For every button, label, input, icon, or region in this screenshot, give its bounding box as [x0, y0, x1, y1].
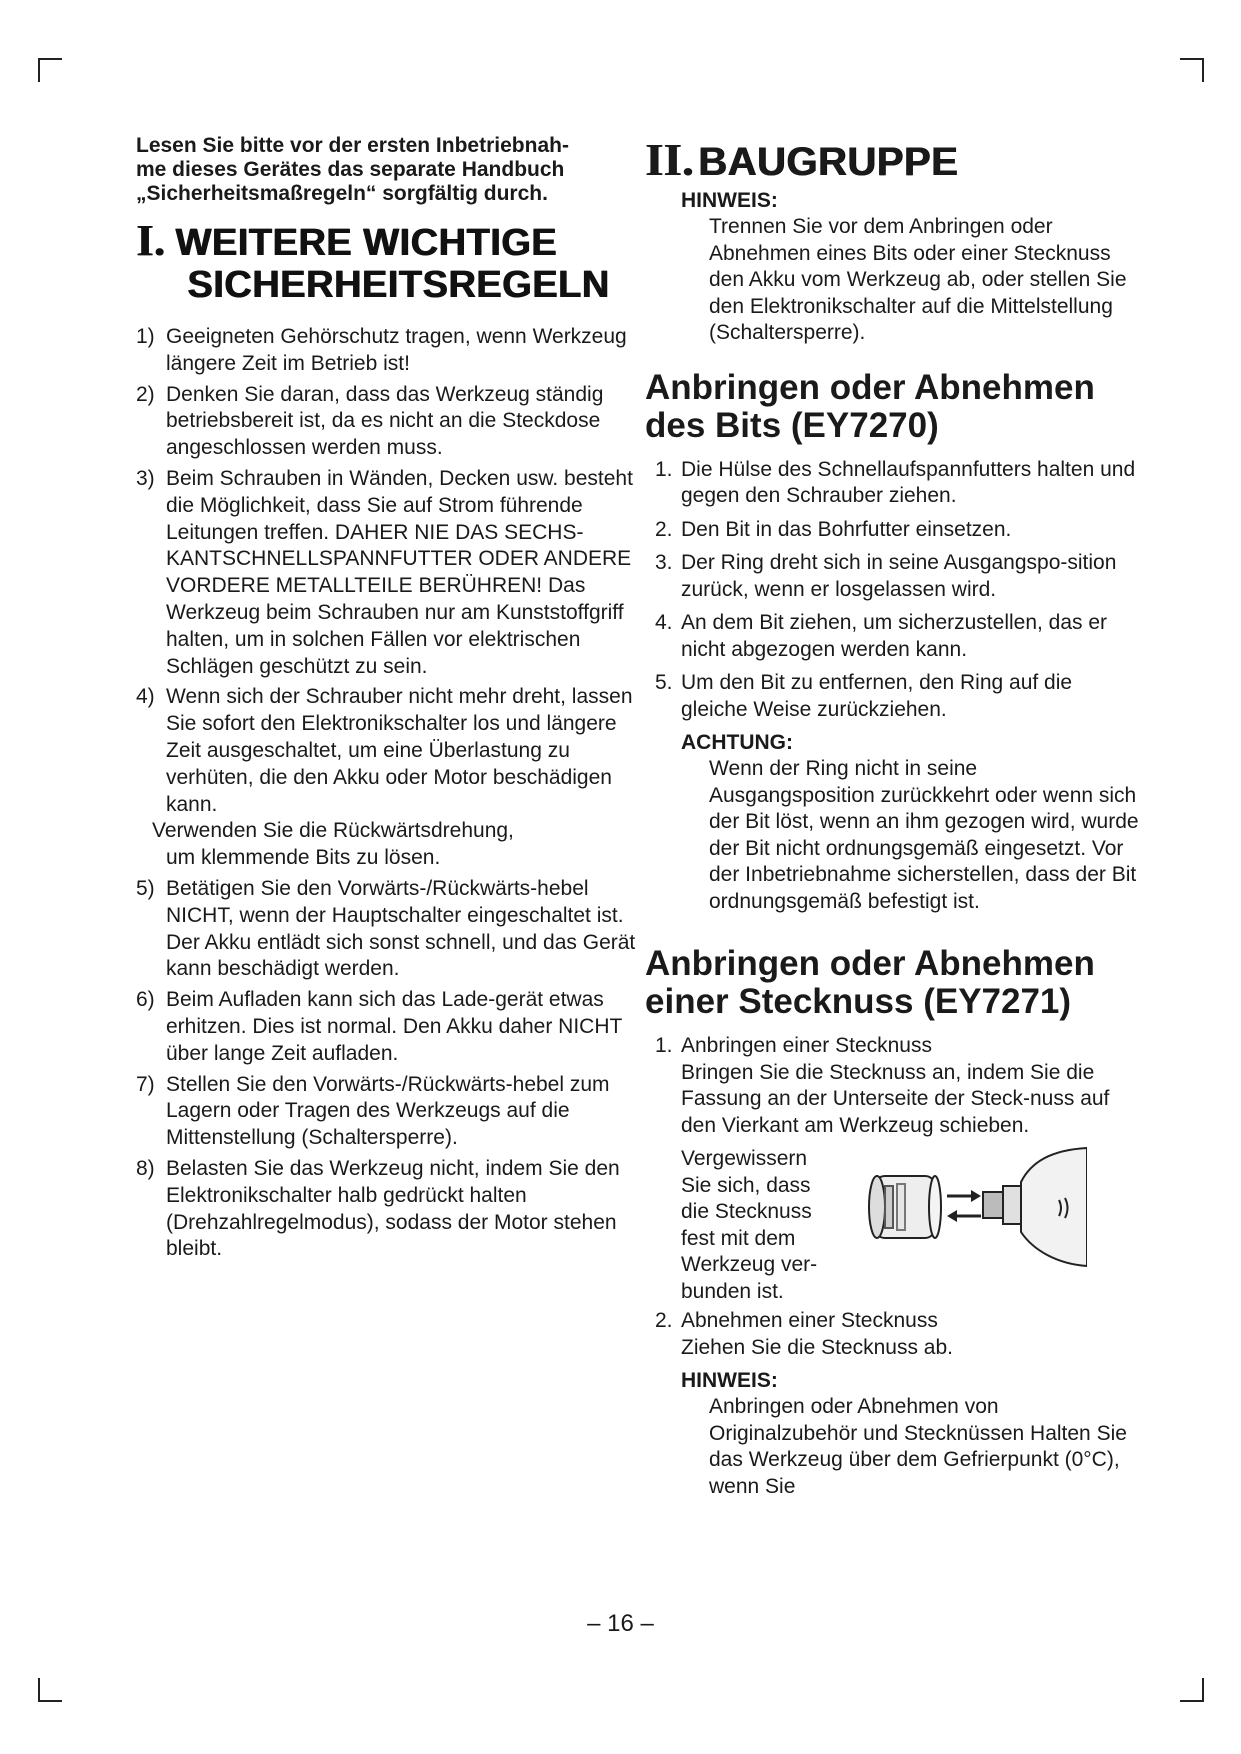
socket-heading — [645, 945, 1140, 1021]
intro-line: me dieses Gerätes das separate Handbuch — [136, 158, 565, 181]
list-item — [655, 517, 1140, 544]
list-item — [655, 550, 1140, 603]
step-text: Ziehen Sie die Stecknuss ab. — [681, 1335, 953, 1359]
list-item — [136, 684, 656, 872]
bits-heading-line1: Anbringen oder Abnehmen — [645, 367, 1095, 407]
item-number: 8) — [136, 1156, 155, 1180]
list-item — [655, 670, 1140, 723]
step-text: Die Hülse des Schnellaufspannfutters halten und gegen den Schrauber ziehen. — [681, 457, 1136, 507]
list-item — [136, 324, 656, 378]
intro-notice — [136, 134, 656, 206]
socket-steps-2 — [645, 1308, 1140, 1361]
achtung-text: Wenn der Ring nicht in seine Ausgangsposition zurückkehrt oder wenn sich der Bit löst, wenn an ihm gezogen wird, wurde der Bit nicht ordnungsgemäß eingesetzt. Vor der Inbetriebnahme sicherstellen, dass der Bit ordnungsgemäß befestigt ist. — [709, 757, 1139, 913]
list-item — [136, 382, 656, 462]
bits-steps — [645, 457, 1140, 724]
socket-attach-illustration — [861, 1142, 1087, 1282]
hinweis-label: HINWEIS: — [681, 189, 778, 212]
section-1-title-line2: SICHERHEITSREGELN — [187, 264, 610, 306]
bits-heading — [645, 369, 1140, 445]
socket-figure-row — [645, 1146, 1140, 1303]
achtung-label: ACHTUNG: — [681, 731, 793, 754]
step-number: 1. — [655, 457, 673, 481]
item-number: 5) — [136, 876, 155, 900]
item-text: Betätigen Sie den Vorwärts-/Rückwärts-hebel NICHT, wenn der Hauptschalter eingeschaltet ist. Der Akku entlädt sich sonst schnell, und das Gerät kann beschädigt werden. — [166, 876, 636, 981]
intro-line: „Sicherheitsmaßregeln“ sorgfältig durch. — [136, 182, 548, 205]
crop-mark-top-left — [38, 58, 62, 82]
section-1-title-line1: WEITERE WICHTIGE — [175, 222, 557, 264]
list-item — [136, 466, 656, 680]
item-number: 6) — [136, 988, 155, 1012]
socket-icon — [869, 1176, 941, 1238]
intro-line: Lesen Sie bitte vor der ersten Inbetriebnah- — [136, 134, 569, 157]
item-number: 1) — [136, 325, 155, 348]
step-text: An dem Bit ziehen, um sicherzustellen, das er nicht abgezogen werden kann. — [681, 611, 1108, 661]
item-number: 4) — [136, 685, 155, 709]
step-text: Der Ring dreht sich in seine Ausgangspo-sition zurück, wenn er losgelassen wird. — [681, 551, 1117, 601]
bits-heading-line2: des Bits (EY7270) — [645, 405, 939, 445]
step-title: Abnehmen einer Stecknuss — [681, 1309, 938, 1332]
item-number: 2) — [136, 382, 155, 406]
left-column — [136, 134, 656, 1267]
list-item — [136, 876, 656, 983]
item-number: 7) — [136, 1072, 155, 1096]
section-2-numeral: II. — [645, 134, 694, 185]
step-number: 2. — [655, 1309, 673, 1332]
socket-heading-line2: einer Stecknuss (EY7271) — [645, 982, 1072, 1021]
item-subtext: Verwenden Sie die Rückwärtsdrehung, — [152, 819, 514, 843]
item-subtext-cont: um klemmende Bits zu lösen. — [166, 846, 441, 870]
list-item — [655, 1308, 1140, 1361]
crop-mark-top-right — [1180, 58, 1204, 82]
socket-hinweis-text: Anbringen oder Abnehmen von Originalzubehör und Stecknüssen Halten Sie das Werkzeug über dem Gefrierpunkt (0°C), wenn Sie — [709, 1395, 1127, 1498]
list-item — [655, 1033, 1140, 1139]
list-item — [136, 987, 656, 1067]
right-column — [645, 134, 1140, 1500]
item-text: Geeigneten Gehörschutz tragen, wenn Werkzeug längere Zeit im Betrieb ist! — [166, 325, 627, 375]
step-title: Anbringen einer Stecknuss — [681, 1034, 932, 1057]
step-text: Um den Bit zu entfernen, den Ring auf die gleiche Weise zurückziehen. — [681, 671, 1073, 721]
section-1-numeral: I. — [136, 216, 166, 265]
item-text: Beim Schrauben in Wänden, Decken usw. besteht die Möglichkeit, dass Sie auf Strom führende Leitungen treffen. DAHER NIE DAS SECHS-KANTSCHNELLSPANNFUTTER ODER ANDERE VORDERE METALLTEILE BERÜHREN! Das Werkzeug beim Schrauben nur am Kunststoffgriff halten, um in solchen Fällen vor elektrischen Schlägen geschützt zu sein. — [166, 466, 633, 678]
item-text: Belasten Sie das Werkzeug nicht, indem Sie den Elektronikschalter halb gedrückt halten (Drehzahlregelmodus), sodass der Motor stehen bleibt. — [166, 1156, 620, 1261]
page-number: – 16 – — [587, 1610, 654, 1637]
item-text: Wenn sich der Schrauber nicht mehr dreht, lassen Sie sofort den Elektronikschalter los und längere Zeit ausgeschaltet, um eine Überlastung zu verhüten, die den Akku oder Motor beschädigen kann. — [166, 685, 633, 816]
figure-caption: Vergewissern Sie sich, dass die Stecknuss fest mit dem Werkzeug ver-bunden ist. — [681, 1147, 818, 1303]
socket-hinweis-label: HINWEIS: — [681, 1369, 778, 1392]
list-item — [136, 1072, 656, 1152]
step-text: Bringen Sie die Stecknuss an, indem Sie die Fassung an der Unterseite der Steck-nuss auf den Vierkant am Werkzeug schieben. — [681, 1060, 1110, 1137]
step-number: 4. — [655, 611, 673, 634]
step-number: 3. — [655, 551, 673, 574]
step-number: 5. — [655, 671, 673, 694]
item-text: Stellen Sie den Vorwärts-/Rückwärts-hebel zum Lagern oder Tragen des Werkzeugs auf die Mittenstellung (Schaltersperre). — [166, 1072, 610, 1150]
list-item — [655, 610, 1140, 663]
safety-rules-list — [136, 324, 656, 1263]
crop-mark-bottom-left — [38, 1678, 62, 1702]
item-text: Denken Sie daran, dass das Werkzeug ständig betriebsbereit ist, da es nicht an die Steckdose angeschlossen werden muss. — [166, 382, 604, 460]
socket-steps — [645, 1033, 1140, 1139]
section-1-heading — [136, 216, 656, 306]
item-number: 3) — [136, 466, 155, 490]
item-text: Beim Aufladen kann sich das Lade-gerät etwas erhitzen. Dies ist normal. Den Akku daher NICHT über lange Zeit aufladen. — [166, 988, 622, 1065]
list-item — [136, 1156, 656, 1263]
hinweis-text: Trennen Sie vor dem Anbringen oder Abnehmen eines Bits oder einer Stecknuss den Akku vom Werkzeug ab, oder stellen Sie den Elektronikschalter auf die Mittelstellung (Schaltersperre). — [709, 215, 1127, 344]
direction-arrows-icon — [947, 1190, 981, 1222]
step-number: 2. — [655, 517, 673, 541]
impact-driver-icon — [983, 1148, 1087, 1266]
section-2-heading — [645, 134, 1140, 185]
socket-heading-line1: Anbringen oder Abnehmen — [645, 944, 1095, 983]
list-item — [655, 457, 1140, 510]
section-2-title: BAUGRUPPE — [697, 140, 958, 184]
step-number: 1. — [655, 1034, 673, 1057]
step-text: Den Bit in das Bohrfutter einsetzen. — [681, 517, 1012, 541]
crop-mark-bottom-right — [1180, 1678, 1204, 1702]
